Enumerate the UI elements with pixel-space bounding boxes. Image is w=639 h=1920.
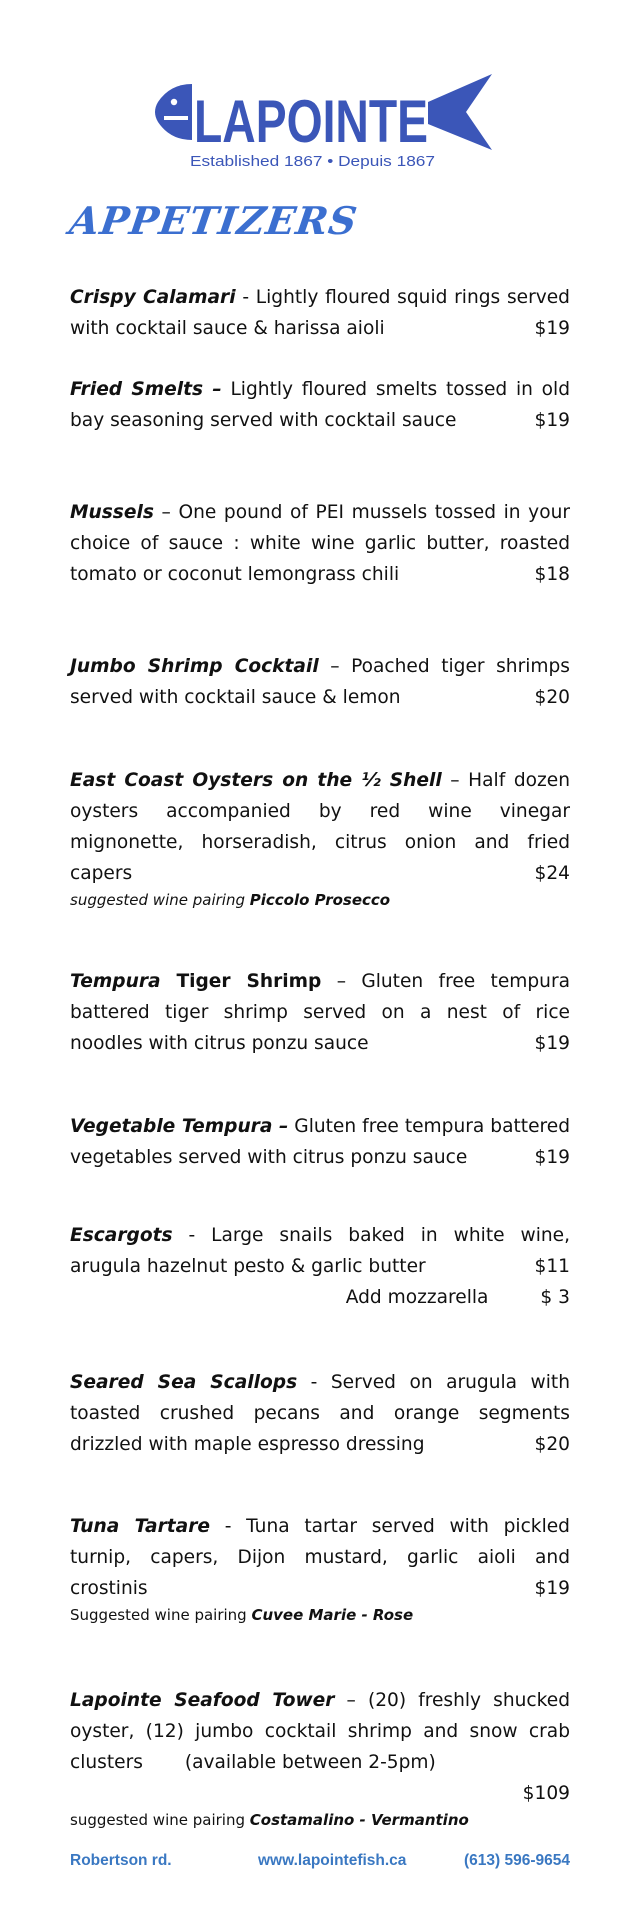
item-description: Lightly floured smelts tossed in old bay seasoning served with cocktail sauce	[70, 379, 570, 431]
item-description: Tuna tartar served with pickled turnip, capers, Dijon mustard, garlic aioli and crostinis	[70, 1516, 570, 1599]
item-price: $20	[534, 1434, 570, 1455]
item-name: Mussels	[70, 502, 154, 523]
item-name: Escargots	[70, 1225, 173, 1246]
logo-tagline: Established 1867 • Depuis 1867	[190, 154, 435, 170]
wine-name: Cuvee Marie - Rose	[251, 1606, 414, 1624]
item-description: (20) freshly shucked oyster, (12) jumbo cocktail shrimp and snow crab clusters	[70, 1690, 570, 1773]
addon-price: $ 3	[540, 1287, 570, 1308]
addon-label: Add mozzarella	[345, 1287, 489, 1308]
item-price: $11	[534, 1256, 570, 1277]
wine-name: Costamalino - Vermantino	[249, 1811, 469, 1829]
item-name: Vegetable Tempura –	[70, 1116, 289, 1137]
item-description: Lightly floured squid rings served with cocktail sauce & harissa aioli	[70, 287, 570, 339]
wine-pairing: Suggested wine pairing Cuvee Marie - Rose	[70, 1606, 414, 1624]
item-description: Poached tiger shrimps served with cocktail sauce & lemon	[70, 656, 570, 708]
item-name: Jumbo Shrimp Cocktail	[70, 656, 319, 677]
item-name: Tuna Tartare	[70, 1516, 210, 1537]
menu-item-seared-sea-scallops: Seared Sea Scallops - Served on arugula with toasted crushed pecans and orange segments drizzled with maple espresso dressing $20	[70, 1367, 570, 1460]
menu-item-east-coast-oysters: East Coast Oysters on the ½ Shell – Half dozen oysters accompanied by red wine vinegar mignonette, horseradish, citrus onion and fried capers $24 suggested wine pairing Piccolo Prosecco	[70, 770, 571, 909]
item-name: Fried Smelts –	[70, 379, 222, 400]
fish-logo-icon	[150, 62, 520, 172]
menu-item-jumbo-shrimp-cocktail: Jumbo Shrimp Cocktail – Poached tiger shrimps served with cocktail sauce & lemon $20	[70, 651, 570, 713]
menu-item-tuna-tartare: Tuna Tartare - Tuna tartar served with pickled turnip, capers, Dijon mustard, garlic aioli and crostinis $19 Suggested wine pairing Cuvee Marie - Rose	[70, 1516, 570, 1624]
wine-pairing: suggested wine pairing Piccolo Prosecco	[70, 891, 391, 909]
lapointe-logo	[150, 62, 520, 172]
item-description: Served on arugula with toasted crushed pecans and orange segments drizzled with maple espresso dressing	[70, 1372, 571, 1455]
wine-pairing: suggested wine pairing Costamalino - Vermantino	[70, 1811, 469, 1829]
section-title: APPETIZERS	[66, 198, 361, 243]
logo-wordmark: LAPOINTE	[194, 88, 428, 155]
item-name: East Coast Oysters on the ½ Shell	[70, 770, 442, 791]
menu-item-tempura-tiger-shrimp: Tempura Tiger Shrimp – Gluten free tempura battered tiger shrimp served on a nest of rice noodles with citrus ponzu sauce $19	[70, 966, 570, 1059]
menu-item-crispy-calamari: Crispy Calamari - Lightly floured squid rings served with cocktail sauce & harissa aioli $19	[70, 282, 570, 344]
menu-item-escargots: Escargots - Large snails baked in white wine, arugula hazelnut pesto & garlic butter $11 Add mozzarella $ 3	[70, 1220, 570, 1313]
item-price: $24	[534, 863, 570, 884]
item-price: $19	[534, 1578, 570, 1599]
item-description: Gluten free tempura battered vegetables served with citrus ponzu sauce	[70, 1116, 570, 1168]
menu-item-fried-smelts	[70, 374, 570, 436]
item-name: Tempura Tiger Shrimp	[70, 971, 322, 992]
availability-note: (available between 2-5pm)	[184, 1752, 436, 1773]
item-name: Crispy Calamari	[70, 287, 236, 308]
item-name: Seared Sea Scallops	[70, 1372, 298, 1393]
item-description: Large snails baked in white wine, arugula hazelnut pesto & garlic butter	[70, 1225, 571, 1277]
item-description: Half dozen oysters accompanied by red wine vinegar mignonette, horseradish, citrus onion and fried capers	[70, 770, 571, 884]
item-price: $19	[534, 1033, 570, 1054]
item-description: Gluten free tempura battered tiger shrimp served on a nest of rice noodles with citrus ponzu sauce	[70, 971, 571, 1054]
item-description: One pound of PEI mussels tossed in your choice of sauce : white wine garlic butter, roasted tomato or coconut lemongrass chili	[70, 502, 570, 585]
item-price: $18	[534, 564, 570, 585]
item-price: $19	[534, 410, 570, 431]
footer-address: Robertson rd.	[70, 1852, 172, 1869]
addon-row	[70, 1282, 570, 1313]
item-name: Lapointe Seafood Tower	[70, 1690, 335, 1711]
wine-name: Piccolo Prosecco	[249, 891, 391, 909]
menu-item-vegetable-tempura	[70, 1111, 570, 1173]
item-price: $20	[534, 687, 570, 708]
menu-item-lapointe-seafood-tower: Lapointe Seafood Tower – (20) freshly shucked oyster, (12) jumbo cocktail shrimp and snow crab clusters (available between 2-5pm) $109 suggested wine pairing Costamalino - Vermantino	[70, 1690, 570, 1829]
menu-item-mussels: Mussels – One pound of PEI mussels tossed in your choice of sauce : white wine garlic butter, roasted tomato or coconut lemongrass chili $18	[70, 497, 570, 590]
item-price: $19	[534, 1147, 570, 1168]
item-price: $109	[522, 1783, 570, 1804]
item-price: $19	[534, 318, 570, 339]
footer-website-link[interactable]: www.lapointefish.ca	[258, 1852, 407, 1869]
footer	[70, 1852, 570, 1876]
footer-phone[interactable]: (613) 596-9654	[464, 1852, 570, 1869]
